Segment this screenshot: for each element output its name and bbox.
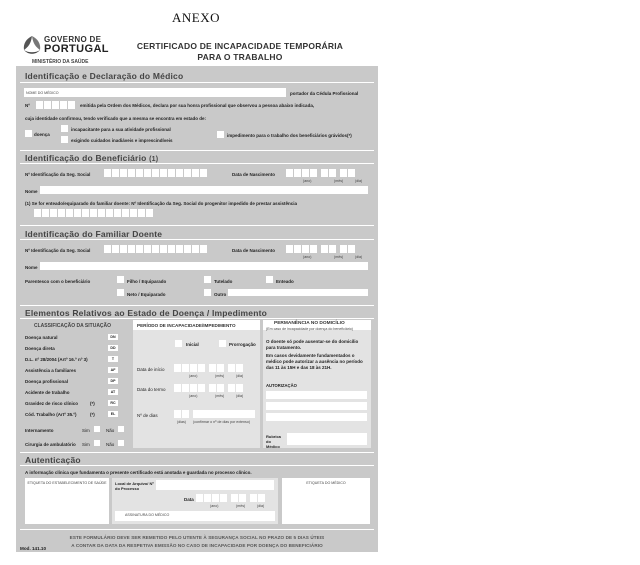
home-stay-text2: Em casos devidamente fundamentados o médico pode autorizar a ausência no período das 11 às 15H e das 18 às 21H. (266, 353, 363, 370)
beneficiary-ss-cells[interactable] (104, 169, 207, 177)
end-date-label: Data do termo (137, 387, 166, 392)
health-establishment-label-box[interactable] (25, 478, 109, 524)
kinship-child-label: Filho / Equiparado (127, 279, 167, 284)
kinship-label: Parentesco com o beneficiário (25, 279, 91, 284)
authentication-section-title: Autenticação (25, 455, 81, 465)
family-section-title: Identificação do Familiar Doente (25, 229, 163, 239)
period-extension-checkbox[interactable] (219, 340, 226, 347)
days-cells[interactable] (174, 410, 189, 418)
classification-code: DN (108, 334, 118, 340)
classification-code: DP (108, 378, 118, 384)
date-year-hint: (ano) (303, 255, 312, 259)
footer-line2: A CONTAR DA DATA DA RESPETIVA EMISSÃO NO CASO DE INCAPACIDADE POR DOENÇA DO BENEFICIÁRIO (71, 543, 323, 548)
doctor-initials-label: Rubrica do Médico (266, 434, 281, 449)
authorization-label: AUTORIZAÇÃO (266, 383, 297, 388)
days-label: Nº de dias (137, 413, 158, 418)
classification-row[interactable] (24, 356, 128, 364)
annex-heading: ANEXO (172, 10, 220, 25)
divider (20, 452, 374, 453)
end-date-cells[interactable] (174, 384, 243, 392)
ambulatory-label: Cirurgia de ambulatório (25, 442, 76, 447)
home-stay-subheading: (Em caso de incapacidade por doença do beneficiário) (266, 327, 353, 331)
days-note: (confirmar o nº de dias por extenso) (193, 420, 251, 424)
ambulatory-no-checkbox[interactable] (118, 440, 124, 446)
period-header (133, 320, 260, 330)
date-month-hint: (mês) (215, 374, 225, 378)
doctor-signature-field[interactable] (115, 511, 275, 521)
period-initial-label: Inicial (186, 342, 199, 347)
beneficiary-section-title (25, 153, 158, 163)
kinship-grandchild-label: Neto / Equiparado (127, 292, 166, 297)
progenitor-ss-cells[interactable] (34, 209, 153, 217)
days-unit-hint: (dias) (177, 420, 186, 424)
classification-code: AT (108, 389, 118, 395)
state-incapacitated-label: incapacitante para a sua atividade profissional (71, 127, 171, 132)
home-stay-panel (263, 320, 371, 448)
authorization-field-2[interactable] (266, 402, 367, 410)
family-ss-label: Nº Identificação da Seg. Social (25, 248, 91, 253)
ambulatory-yes-checkbox[interactable] (94, 440, 100, 446)
start-date-label: Data de início (137, 367, 165, 372)
classification-label: D.L. nº 28/2004 (Artº 16.º nº 3) (25, 357, 88, 362)
home-stay-heading: PERMANÊNCIA NO DOMICÍLIO (274, 321, 345, 326)
beneficiary-title-note: (1) (149, 156, 159, 163)
doctor-section-title: Identificação e Declaração do Médico (25, 71, 184, 81)
period-initial-checkbox[interactable] (175, 340, 182, 347)
divider (20, 529, 374, 530)
doctor-identity-text: cuja identidade confirmou, tendo verificado que a mesma se encontra em estado de: (25, 116, 207, 121)
document-title (120, 41, 360, 63)
status-section-title: Elementos Relativos ao Estado de Doença / Impedimento (25, 308, 268, 318)
period-panel (133, 320, 260, 448)
date-day-hint: (dia) (355, 179, 363, 183)
date-year-hint: (ano) (303, 179, 312, 183)
archive-label: Local de Arquivo/ Nº do Processo (115, 481, 154, 491)
classification-label: Acidente de trabalho (25, 390, 70, 395)
classification-suffix: (*) (90, 412, 95, 417)
license-number-cells[interactable] (36, 101, 75, 109)
classification-label: Cód. Trabalho (Artº 35.º) (25, 412, 77, 417)
date-day-hint: (dia) (355, 255, 363, 259)
government-line2: PORTUGAL (44, 43, 109, 55)
classification-row[interactable] (24, 345, 128, 353)
classification-suffix: (*) (90, 401, 95, 406)
doctor-label-box[interactable] (282, 478, 370, 524)
kinship-ward-checkbox[interactable] (204, 276, 211, 283)
state-incapacitated-checkbox[interactable] (61, 125, 68, 132)
divider (20, 239, 374, 240)
classification-row[interactable] (24, 367, 128, 375)
home-stay-text1: O doente só pode ausentar-se do domicílio para tratamento. (266, 339, 359, 350)
family-birth-cells[interactable] (286, 245, 355, 253)
divider (20, 318, 374, 319)
date-year-hint: (ano) (189, 374, 198, 378)
date-year-hint: (ano) (189, 394, 198, 398)
doctor-label: ETIQUETA DO MÉDICO (306, 481, 346, 485)
state-illness-checkbox[interactable] (25, 130, 32, 137)
classification-code: AF (108, 367, 118, 373)
kinship-other-label: Outro (214, 292, 227, 297)
footer-line1: ESTE FORMULÁRIO DEVE SER REMETIDO PELO UTENTE À SEGURANÇA SOCIAL NO PRAZO DE 5 DIAS ÚTEIS (69, 535, 325, 540)
date-month-hint: (mês) (215, 394, 225, 398)
date-day-hint: (dia) (236, 374, 244, 378)
divider (20, 82, 374, 83)
doctor-name-field[interactable] (24, 88, 286, 97)
kinship-grandchild-checkbox[interactable] (117, 289, 124, 296)
divider (20, 305, 374, 306)
date-month-hint: (mês) (236, 504, 246, 508)
family-name-label: Nome (25, 265, 38, 270)
ambulatory-yes-label: Sim (82, 442, 90, 447)
archive-field[interactable] (156, 480, 274, 490)
classification-code: EL (108, 411, 118, 417)
beneficiary-title-text: Identificação do Beneficiário (25, 153, 147, 163)
family-birth-label: Data de Nascimento (232, 248, 276, 253)
kinship-ward-label: Tutelado (214, 279, 233, 284)
divider (20, 163, 374, 164)
doctor-issued-text: emitida pela Ordem dos Médicos, declara por sua honra profissional que observou a pessoa abaixo indicada, (80, 103, 315, 108)
classification-heading: CLASSIFICAÇÃO DA SITUAÇÃO (34, 323, 112, 329)
beneficiary-ss-label: Nº Identificação da Seg. Social (25, 172, 91, 177)
beneficiary-note: (1) Se for enteado/equiparado do familiar doente: Nº Identificação da Seg. Social do progenitor impedido de prestar assistência (25, 201, 297, 206)
divider (20, 225, 374, 226)
kinship-stepchild-checkbox[interactable] (266, 276, 273, 283)
classification-row[interactable] (24, 334, 128, 342)
period-heading: PERÍODO DE INCAPACIDADE/IMPEDIMENTO (137, 323, 236, 328)
doctor-signature-label: ASSINATURA DO MÉDICO (125, 513, 170, 517)
auth-date-label: Data (184, 497, 194, 502)
kinship-other-checkbox[interactable] (204, 289, 211, 296)
government-logo-icon (20, 35, 44, 57)
internment-label: Internamento (25, 428, 54, 433)
date-day-hint: (dia) (236, 394, 244, 398)
authorization-field-1[interactable] (266, 391, 367, 399)
family-name-field[interactable] (40, 262, 368, 270)
classification-row[interactable] (24, 389, 128, 397)
classification-code: T (108, 356, 118, 362)
days-in-words-field[interactable] (193, 410, 255, 418)
divider (20, 465, 374, 466)
auth-date-cells[interactable] (196, 494, 265, 502)
beneficiary-birth-cells[interactable] (286, 169, 355, 177)
state-care-checkbox[interactable] (61, 136, 68, 143)
period-extension-label: Prorrogação (229, 342, 256, 347)
health-establishment-label: ETIQUETA DO ESTABELECIMENTO DE SAÚDE (27, 481, 107, 485)
beneficiary-name-label: Nome (25, 189, 38, 194)
beneficiary-birth-label: Data de Nascimento (232, 172, 276, 177)
state-pregnancy-checkbox[interactable] (217, 131, 224, 138)
doctor-name-placeholder: NOME DO MÉDICO (26, 91, 59, 95)
doctor-holder-label: portador da Cédula Profissional (290, 91, 359, 96)
ministry-label: MINISTÉRIO DA SAÚDE (32, 59, 89, 65)
internment-no-checkbox[interactable] (118, 426, 124, 432)
beneficiary-name-field[interactable] (40, 186, 368, 194)
internment-yes-checkbox[interactable] (94, 426, 100, 432)
family-ss-cells[interactable] (104, 245, 207, 253)
certificate-form (16, 66, 378, 552)
classification-code: DD (108, 345, 118, 351)
authorization-field-3[interactable] (266, 413, 367, 421)
internment-yes-label: Sim (82, 428, 90, 433)
kinship-other-field[interactable] (228, 289, 368, 296)
state-care-label: exigindo cuidados inadiáveis e imprescindíveis (71, 138, 173, 143)
state-pregnancy-label: impedimento para o trabalho dos beneficiários grávidos(*) (227, 133, 352, 138)
classification-label: Doença direta (25, 346, 55, 351)
government-line1: GOVERNO DE (44, 35, 102, 44)
classification-row[interactable] (24, 411, 128, 419)
classification-label: Gravidez de risco clínico (25, 401, 79, 406)
divider (20, 150, 374, 151)
document-title-line1: CERTIFICADO DE INCAPACIDADE TEMPORÁRIA (136, 41, 344, 51)
form-code: Mod. 141.10 (20, 546, 47, 551)
date-year-hint: (ano) (210, 504, 219, 508)
doctor-initials-field[interactable] (287, 433, 367, 445)
start-date-cells[interactable] (174, 364, 243, 372)
date-month-hint: (mês) (334, 179, 344, 183)
authentication-center (112, 478, 278, 524)
classification-row[interactable] (24, 400, 128, 408)
classification-label: Assistência a familiares (25, 368, 77, 373)
classification-code: RC (108, 400, 118, 406)
internment-no-label: Não (106, 428, 115, 433)
authentication-statement: A informação clínica que fundamenta o presente certificado está anotada e guardada no processo clínico. (25, 470, 252, 475)
classification-label: Doença profissional (25, 379, 69, 384)
classification-label: Doença natural (25, 335, 58, 340)
doctor-number-label: Nº (25, 103, 30, 108)
state-illness-label: doença (34, 132, 50, 137)
classification-row[interactable] (24, 378, 128, 386)
ambulatory-no-label: Não (106, 442, 115, 447)
kinship-stepchild-label: Enteado (276, 279, 294, 284)
date-day-hint: (dia) (257, 504, 265, 508)
document-title-line2: PARA O TRABALHO (197, 52, 283, 62)
kinship-child-checkbox[interactable] (117, 276, 124, 283)
date-month-hint: (mês) (334, 255, 344, 259)
